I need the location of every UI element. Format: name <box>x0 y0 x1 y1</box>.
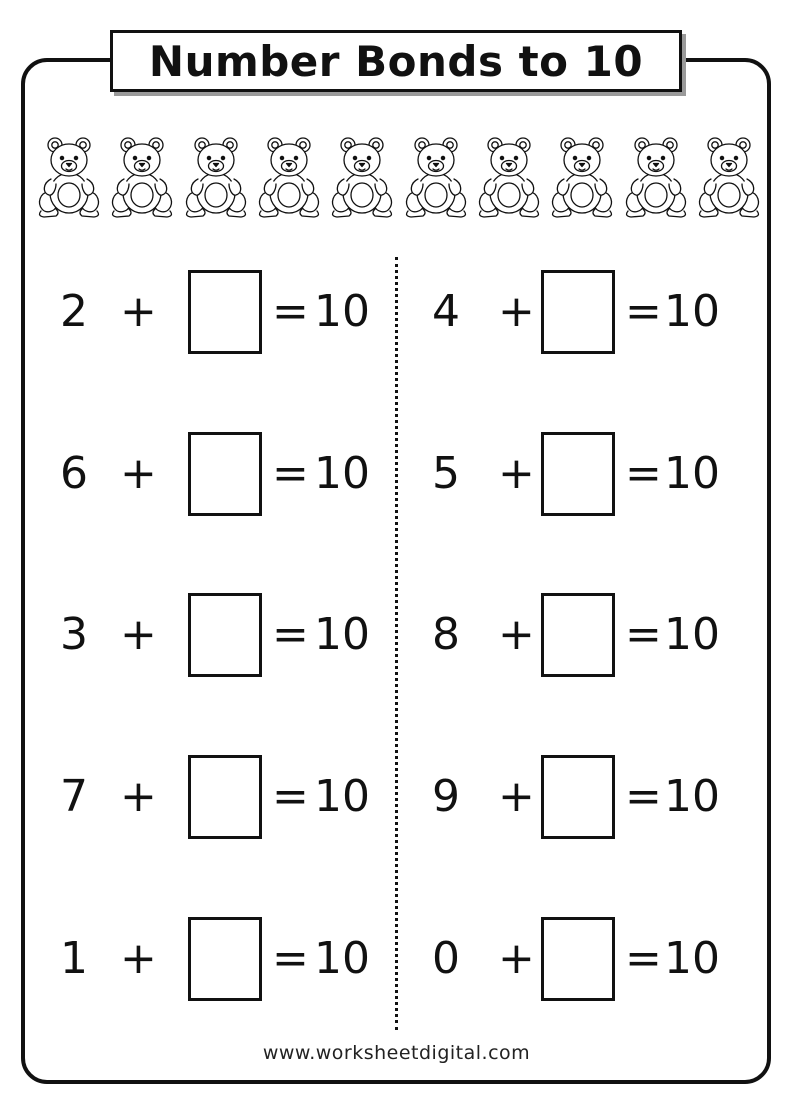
page-title: Number Bonds to 10 <box>148 36 644 86</box>
plus-sign: + <box>498 771 535 822</box>
answer-box[interactable] <box>188 917 262 1001</box>
teddy-bear-icon <box>107 131 177 221</box>
addend: 3 <box>60 609 88 660</box>
total: 10 <box>314 771 370 822</box>
teddy-bear-icon <box>621 131 691 221</box>
equals-sign: = <box>272 609 309 660</box>
equals-sign: = <box>625 933 662 984</box>
footer-url: www.worksheetdigital.com <box>262 1042 531 1064</box>
total: 10 <box>664 771 720 822</box>
total: 10 <box>314 933 370 984</box>
addend: 5 <box>432 448 460 499</box>
equals-sign: = <box>272 448 309 499</box>
teddy-bear-icon <box>474 131 544 221</box>
plus-sign: + <box>120 286 157 337</box>
teddy-bear-icon <box>401 131 471 221</box>
total: 10 <box>664 286 720 337</box>
teddy-bear-icon <box>694 131 764 221</box>
answer-box[interactable] <box>541 432 615 516</box>
addend: 2 <box>60 286 88 337</box>
total: 10 <box>664 448 720 499</box>
addend: 7 <box>60 771 88 822</box>
addend: 4 <box>432 286 460 337</box>
plus-sign: + <box>120 609 157 660</box>
total: 10 <box>314 609 370 660</box>
equals-sign: = <box>625 286 662 337</box>
total: 10 <box>664 609 720 660</box>
equals-sign: = <box>625 448 662 499</box>
plus-sign: + <box>498 448 535 499</box>
answer-box[interactable] <box>188 593 262 677</box>
answer-box[interactable] <box>188 432 262 516</box>
equals-sign: = <box>272 286 309 337</box>
answer-box[interactable] <box>541 593 615 677</box>
plus-sign: + <box>120 933 157 984</box>
column-divider <box>395 257 398 1030</box>
title-banner <box>110 30 682 92</box>
equals-sign: = <box>272 771 309 822</box>
plus-sign: + <box>498 286 535 337</box>
teddy-bear-icon <box>254 131 324 221</box>
answer-box[interactable] <box>541 917 615 1001</box>
addend: 9 <box>432 771 460 822</box>
equals-sign: = <box>625 771 662 822</box>
plus-sign: + <box>498 609 535 660</box>
answer-box[interactable] <box>188 270 262 354</box>
equals-sign: = <box>272 933 309 984</box>
total: 10 <box>314 448 370 499</box>
teddy-bear-row <box>34 131 764 223</box>
answer-box[interactable] <box>541 755 615 839</box>
plus-sign: + <box>498 933 535 984</box>
answer-box[interactable] <box>188 755 262 839</box>
addend: 0 <box>432 933 460 984</box>
plus-sign: + <box>120 448 157 499</box>
addend: 6 <box>60 448 88 499</box>
teddy-bear-icon <box>181 131 251 221</box>
teddy-bear-icon <box>327 131 397 221</box>
teddy-bear-icon <box>547 131 617 221</box>
addend: 1 <box>60 933 88 984</box>
total: 10 <box>314 286 370 337</box>
teddy-bear-icon <box>34 131 104 221</box>
total: 10 <box>664 933 720 984</box>
answer-box[interactable] <box>541 270 615 354</box>
addend: 8 <box>432 609 460 660</box>
plus-sign: + <box>120 771 157 822</box>
equals-sign: = <box>625 609 662 660</box>
